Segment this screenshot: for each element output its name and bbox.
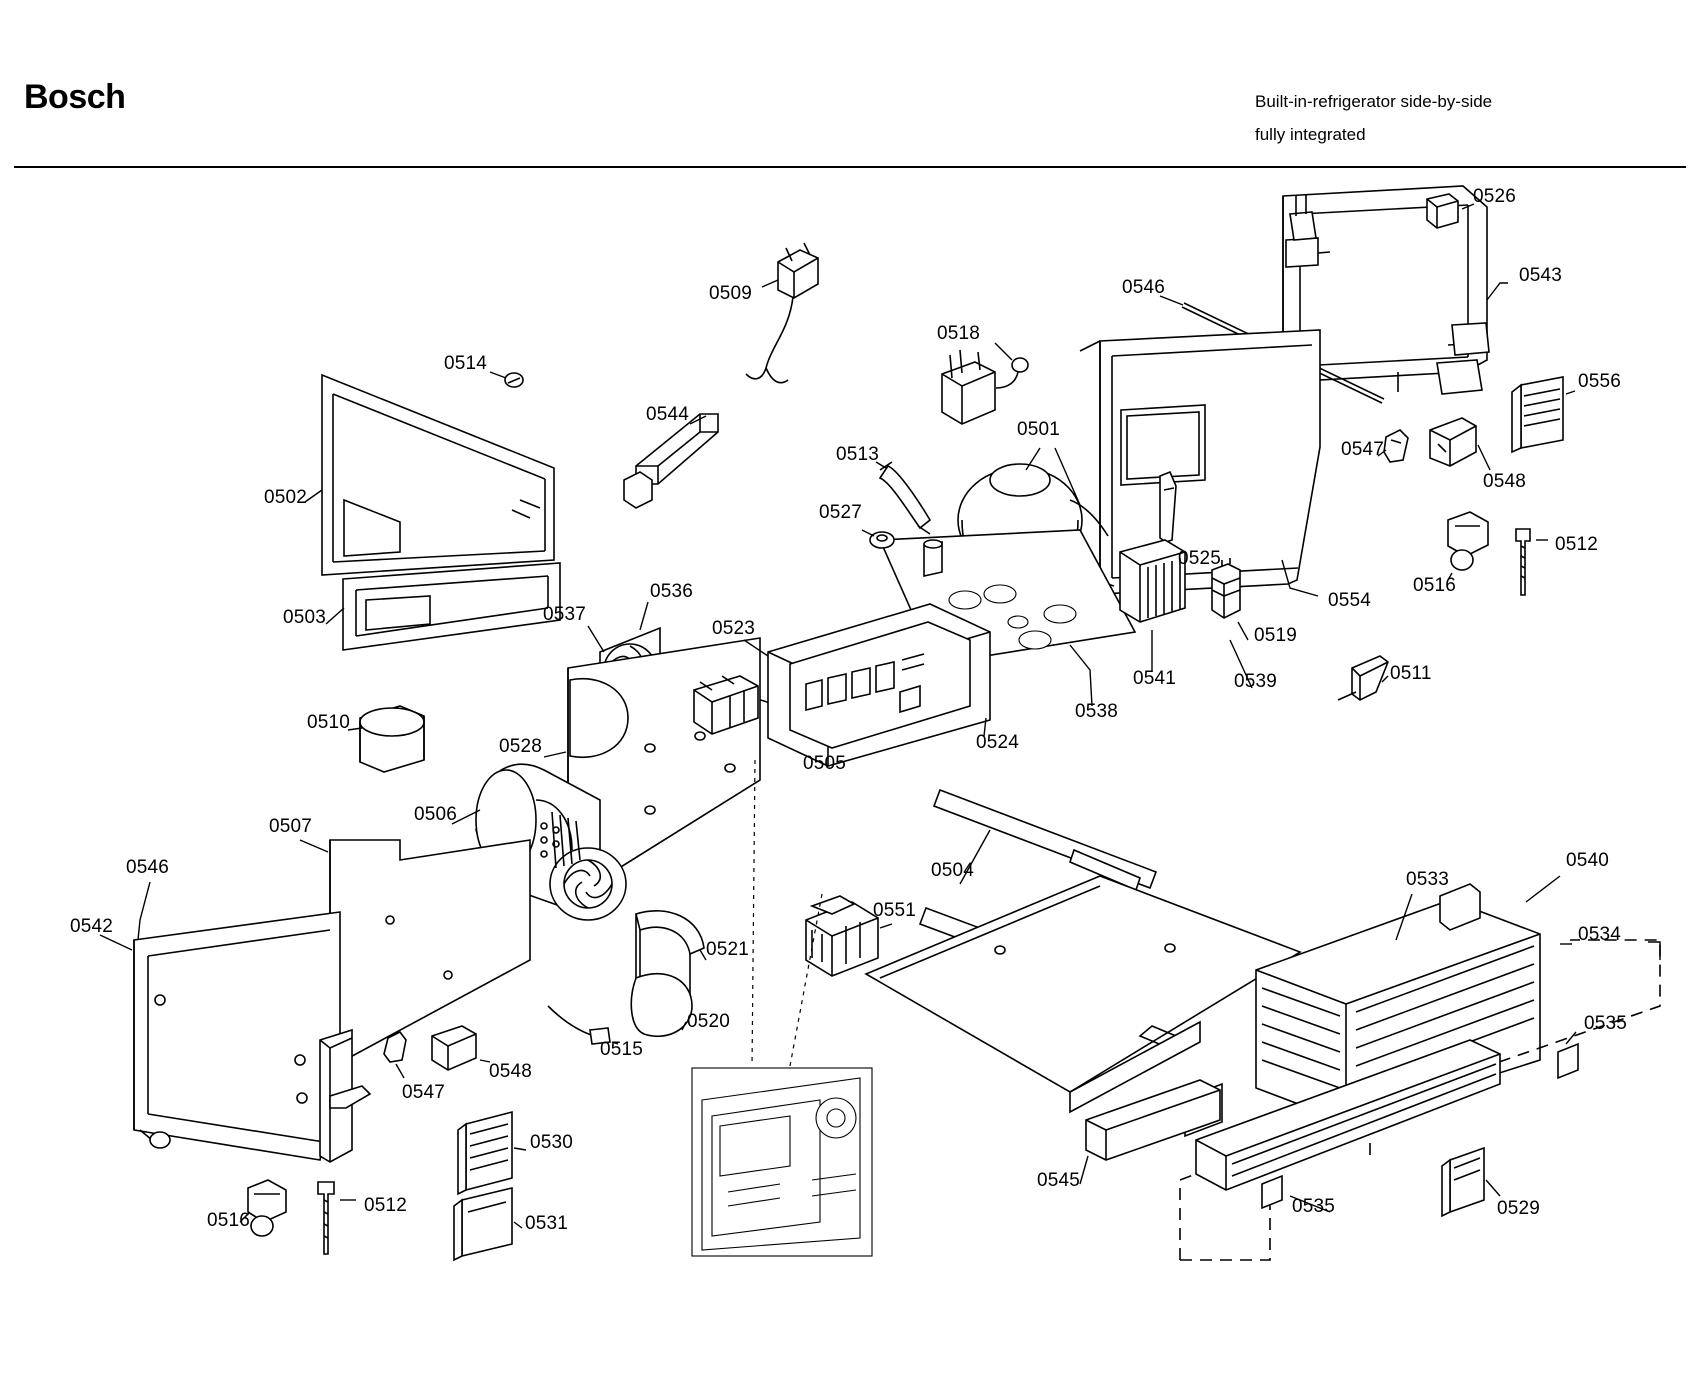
- part-0548-top: [1430, 418, 1476, 466]
- callout-0523: 0523: [712, 618, 756, 639]
- leader-0529: [1486, 1180, 1500, 1196]
- callout-0502: 0502: [264, 487, 308, 508]
- part-0556: [1512, 377, 1563, 452]
- callout-0524: 0524: [976, 732, 1020, 753]
- leader-inset-a: [752, 760, 755, 1066]
- callout-0546-top: 0546: [1122, 277, 1166, 298]
- part-0526: [1427, 194, 1458, 228]
- callout-0504: 0504: [931, 860, 975, 881]
- callout-0548-bot: 0548: [489, 1061, 533, 1082]
- part-0509-power-cord: [746, 243, 818, 383]
- callout-0521: 0521: [706, 939, 750, 960]
- callout-0510: 0510: [307, 712, 351, 733]
- callout-0537: 0537: [543, 604, 587, 625]
- diagram-title-line-2: fully integrated: [1255, 125, 1366, 144]
- leader-0538: [1070, 645, 1092, 706]
- callout-0530: 0530: [530, 1132, 574, 1153]
- part-0513: [880, 462, 930, 534]
- part-0516-top: [1448, 512, 1488, 570]
- callout-0545: 0545: [1037, 1170, 1081, 1191]
- part-0527: [870, 532, 894, 548]
- leader-0540: [1526, 876, 1560, 902]
- callout-0538: 0538: [1075, 701, 1119, 722]
- part-0503-panel: [343, 563, 560, 650]
- leader-0531: [514, 1222, 522, 1228]
- callout-0518: 0518: [937, 323, 981, 344]
- callout-0547-top: 0547: [1341, 439, 1385, 460]
- callout-0525: 0525: [1178, 548, 1222, 569]
- leader-0528: [544, 752, 566, 757]
- part-0541-module: [1120, 540, 1185, 622]
- part-0511: [1338, 656, 1388, 700]
- callout-0533: 0533: [1406, 869, 1450, 890]
- part-0551: [806, 896, 878, 976]
- callout-0511: 0511: [1390, 663, 1432, 684]
- callout-0546-left: 0546: [126, 857, 170, 878]
- callout-0516-bot: 0516: [207, 1210, 251, 1231]
- part-0516-bottom: [248, 1180, 286, 1236]
- leader-0547-bot: [396, 1064, 404, 1078]
- leader-0518: [995, 343, 1012, 360]
- leader-0546-left: [138, 882, 150, 940]
- leader-0545: [1080, 1156, 1088, 1184]
- callout-0516-top: 0516: [1413, 575, 1457, 596]
- callout-0520: 0520: [687, 1011, 731, 1032]
- callout-0514: 0514: [444, 353, 488, 374]
- callout-0512-top: 0512: [1555, 534, 1599, 555]
- part-0512-bottom: [318, 1182, 334, 1254]
- part-0502-panel: [322, 375, 554, 575]
- callout-0519: 0519: [1254, 625, 1298, 646]
- callout-0554: 0554: [1328, 590, 1372, 611]
- callout-0509: 0509: [709, 283, 753, 304]
- leader-0509: [762, 280, 778, 287]
- callout-0536: 0536: [650, 581, 694, 602]
- leader-0551: [880, 924, 892, 928]
- callout-0513: 0513: [836, 444, 880, 465]
- callout-0528: 0528: [499, 736, 543, 757]
- part-0507-panel: [330, 840, 530, 1068]
- callout-0527: 0527: [819, 502, 863, 523]
- leader-0507: [300, 840, 328, 852]
- callout-0507: 0507: [269, 816, 313, 837]
- part-0512-top: [1516, 529, 1530, 595]
- callout-0503: 0503: [283, 607, 327, 628]
- part-0524-board: [768, 604, 990, 766]
- callout-0548-top: 0548: [1483, 471, 1527, 492]
- brand-logo: Bosch: [24, 78, 126, 116]
- leader-0543: [1487, 283, 1508, 300]
- part-0544: [624, 414, 718, 508]
- callout-0541: 0541: [1133, 668, 1177, 689]
- leader-0535-right: [1566, 1032, 1576, 1044]
- leader-0527: [862, 530, 874, 536]
- part-0518: [942, 350, 1028, 424]
- callout-0551: 0551: [873, 900, 917, 921]
- part-0514: [505, 373, 523, 387]
- callout-0544: 0544: [646, 404, 690, 425]
- part-0529: [1442, 1148, 1484, 1216]
- part-0530: [458, 1112, 512, 1194]
- inset-detail-box: [692, 1068, 872, 1256]
- callout-0535-right: 0535: [1584, 1013, 1628, 1034]
- callout-0505: 0505: [803, 753, 847, 774]
- callout-0512-bot: 0512: [364, 1195, 408, 1216]
- callout-0542: 0542: [70, 916, 114, 937]
- callout-0543: 0543: [1519, 265, 1563, 286]
- callout-0529: 0529: [1497, 1198, 1541, 1219]
- part-0542-chassis: [134, 912, 370, 1162]
- callout-0531: 0531: [525, 1213, 569, 1234]
- leader-0556: [1566, 391, 1575, 394]
- leader-0548-top: [1478, 445, 1490, 470]
- callout-0539: 0539: [1234, 671, 1278, 692]
- leader-0514: [490, 372, 506, 378]
- callout-0506: 0506: [414, 804, 458, 825]
- callout-0526: 0526: [1473, 186, 1517, 207]
- leader-0536: [640, 602, 648, 630]
- callout-0534: 0534: [1578, 924, 1622, 945]
- leader-0537: [588, 626, 604, 652]
- leader-0502: [305, 490, 322, 502]
- part-0531: [454, 1188, 512, 1260]
- leader-0503: [326, 608, 344, 624]
- part-0547-top: [1384, 430, 1408, 462]
- callout-0556: 0556: [1578, 371, 1622, 392]
- diagram-title-line-1: Built-in-refrigerator side-by-side: [1255, 92, 1493, 111]
- callout-0501: 0501: [1017, 419, 1061, 440]
- part-0548-bottom: [432, 1026, 476, 1070]
- callout-0515: 0515: [600, 1039, 644, 1060]
- callout-0535-bot: 0535: [1292, 1196, 1336, 1217]
- leader-0530: [514, 1148, 526, 1150]
- part-0510: [360, 706, 424, 772]
- callout-0547-bot: 0547: [402, 1082, 446, 1103]
- leader-0519: [1238, 622, 1248, 640]
- callout-0540: 0540: [1566, 850, 1610, 871]
